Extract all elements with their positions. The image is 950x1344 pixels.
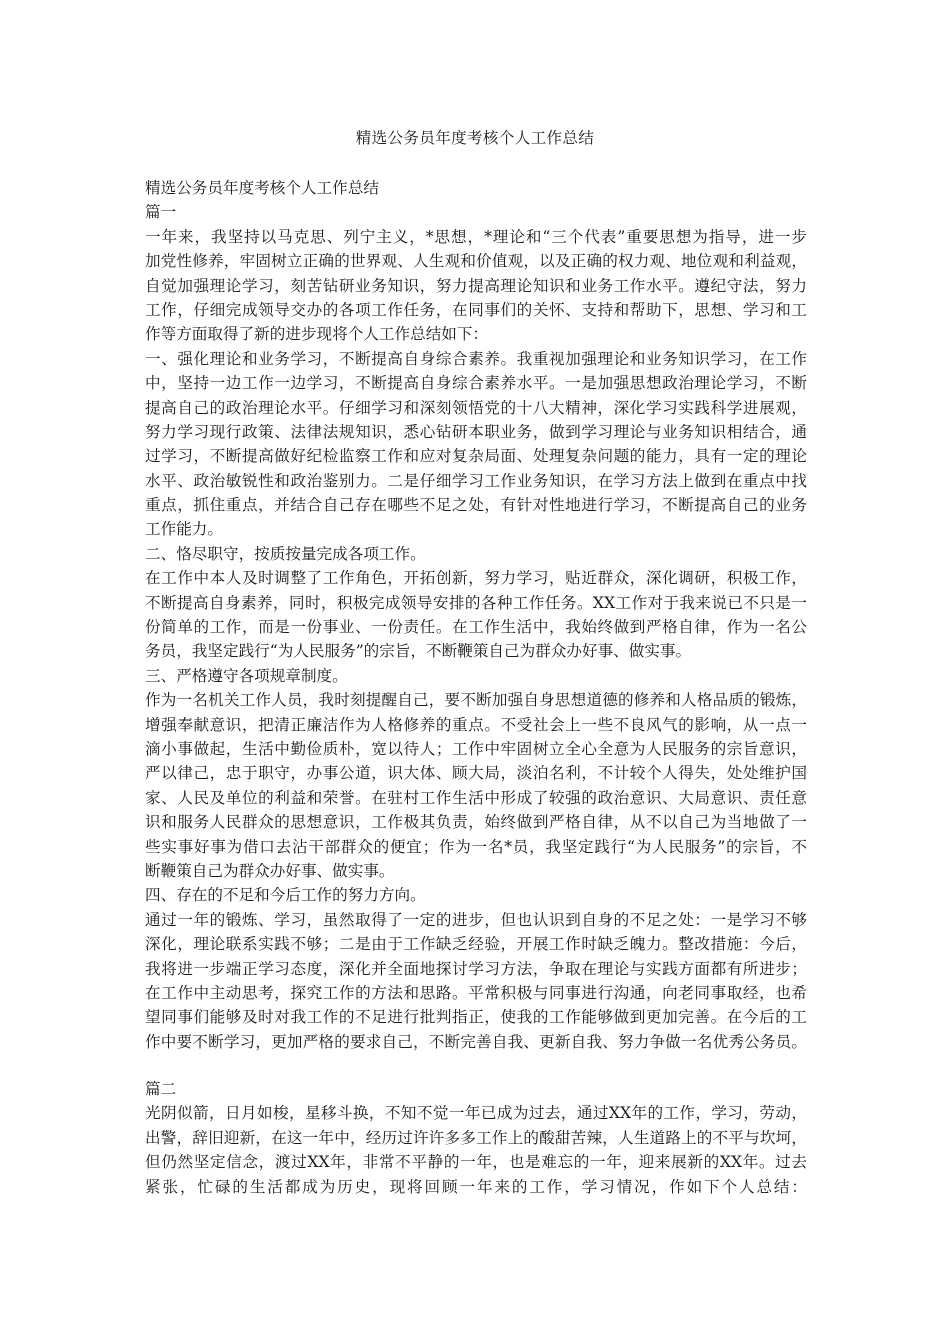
text-line: 断鞭策自己为群众办好事、做实事。 <box>145 861 395 880</box>
text-line: 深化，理论联系实践不够；二是由于工作缺乏经验，开展工作时缺乏魄力。整改措施：今后， <box>145 935 807 954</box>
text-line: 作为一名机关工作人员，我时刻提醒自己，要不断加强自身思想道德的修养和人格品质的锻炼， <box>145 691 807 710</box>
text-line: 务员，我坚定践行“为人民服务”的宗旨，不断鞭策自己为群众办好事、做实事。 <box>145 642 692 661</box>
paragraph-gap <box>145 1054 807 1077</box>
text-line: 一年来，我坚持以马克思、列宁主义，*思想，*理论和“三个代表”重要思想为指导，进一步 <box>145 227 807 246</box>
text-line: 作等方面取得了新的进步现将个人工作总结如下： <box>145 325 489 344</box>
text-line: 提高自己的政治理论水平。仔细学习和深刻领悟党的十八大精神，深化学习实践科学进展观， <box>145 398 807 417</box>
section-heading: 篇二 <box>145 1080 177 1099</box>
text-line: 紧张，忙碌的生活都成为历史，现将回顾一年来的工作，学习情况，作如下个人总结： <box>145 1177 807 1196</box>
text-line: 一、强化理论和业务学习，不断提高自身综合素养。我重视加强理论和业务知识学习，在工作 <box>145 349 807 368</box>
text-line: 过学习，不断提高做好纪检监察工作和应对复杂局面、处理复杂问题的能力，具有一定的理论 <box>145 447 807 466</box>
text-line: 中，坚持一边工作一边学习，不断提高自身综合素养水平。一是加强思想政治理论学习，不断 <box>145 374 807 393</box>
text-line: 家、人民及单位的利益和荣誉。在驻村工作生活中形成了较强的政治意识、大局意识、责任意 <box>145 788 807 807</box>
text-line: 识和服务人民群众的思想意识，工作极其负责，始终做到严格自律，从不以自己为当地做了一 <box>145 813 807 832</box>
text-line: 重点，抓住重点，并结合自己存在哪些不足之处，有针对性地进行学习，不断提高自己的业务 <box>145 496 807 515</box>
text-line: 自觉加强理论学习，刻苦钻研业务知识，努力提高理论知识和业务工作水平。遵纪守法，努力 <box>145 276 807 295</box>
text-line: 望同事们能够及时对我工作的不足进行批判指正，使我的工作能够做到更加完善。在今后的工 <box>145 1008 807 1027</box>
text-line: 出警，辞旧迎新，在这一年中，经历过许许多多工作上的酸甜苦辣，人生道路上的不平与坎坷， <box>145 1128 807 1147</box>
text-line: 我将进一步端正学习态度，深化并全面地探讨学习方法，争取在理论与实践方面都有所进步； <box>145 959 807 978</box>
text-line: 不断提高自身素养，同时，积极完成领导安排的各种工作任务。XX工作对于我来说已不只是一 <box>145 593 807 612</box>
text-line: 努力学习现行政策、法律法规知识，悉心钻研本职业务，做到学习理论与业务知识相结合，通 <box>145 422 807 441</box>
text-line: 但仍然坚定信念，渡过XX年，非常不平静的一年，也是难忘的一年，迎来展新的XX年。过去 <box>145 1153 807 1172</box>
text-line: 二、恪尽职守，按质按量完成各项工作。 <box>145 544 426 563</box>
text-line: 严以律己，忠于职守，办事公道，识大体、顾大局，淡泊名利，不计较个人得失，处处维护国 <box>145 764 807 783</box>
text-line: 份简单的工作，而是一份事业、一份责任。在工作生活中，我始终做到严格自律，作为一名公 <box>145 618 807 637</box>
text-line: 工作能力。 <box>145 520 223 539</box>
text-line: 三、严格遵守各项规章制度。 <box>145 666 348 685</box>
text-line: 在工作中主动思考，探究工作的方法和思路。平常积极与同事进行沟通，向老同事取经，也希 <box>145 983 807 1002</box>
text-line: 通过一年的锻炼、学习，虽然取得了一定的进步，但也认识到自身的不足之处：一是学习不够 <box>145 910 807 929</box>
text-line: 在工作中本人及时调整了工作角色，开拓创新，努力学习，贴近群众，深化调研，积极工作， <box>145 569 807 588</box>
text-line: 水平、政治敏锐性和政治鉴别力。二是仔细学习工作业务知识，在学习方法上做到在重点中找 <box>145 471 807 490</box>
text-line: 作中要不断学习，更加严格的要求自己，不断完善自我、更新自我、努力争做一名优秀公务员。 <box>145 1032 807 1051</box>
text-line: 增强奉献意识，把清正廉洁作为人格修养的重点。不受社会上一些不良风气的影响，从一点一 <box>145 715 807 734</box>
text-line: 精选公务员年度考核个人工作总结 <box>145 179 379 197</box>
text-line: 光阴似箭，日月如梭，星移斗换，不知不觉一年已成为过去，通过XX年的工作，学习，劳动， <box>145 1104 807 1123</box>
section-heading: 篇一 <box>145 203 177 222</box>
document-title: 精选公务员年度考核个人工作总结 <box>355 129 595 147</box>
text-line: 四、存在的不足和今后工作的努力方向。 <box>145 886 426 905</box>
document-body <box>145 176 807 1199</box>
text-line: 滴小事做起，生活中勤俭质朴，宽以待人；工作中牢固树立全心全意为人民服务的宗旨意识， <box>145 739 807 758</box>
text-line: 工作，仔细完成领导交办的各项工作任务，在同事们的关怀、支持和帮助下，思想、学习和工 <box>145 300 807 319</box>
text-line: 加党性修养，牢固树立正确的世界观、人生观和价值观，以及正确的权力观、地位观和利益观， <box>145 252 807 271</box>
text-line: 些实事好事为借口去沾干部群众的便宜；作为一名*员，我坚定践行“为人民服务”的宗旨，不 <box>145 837 807 856</box>
